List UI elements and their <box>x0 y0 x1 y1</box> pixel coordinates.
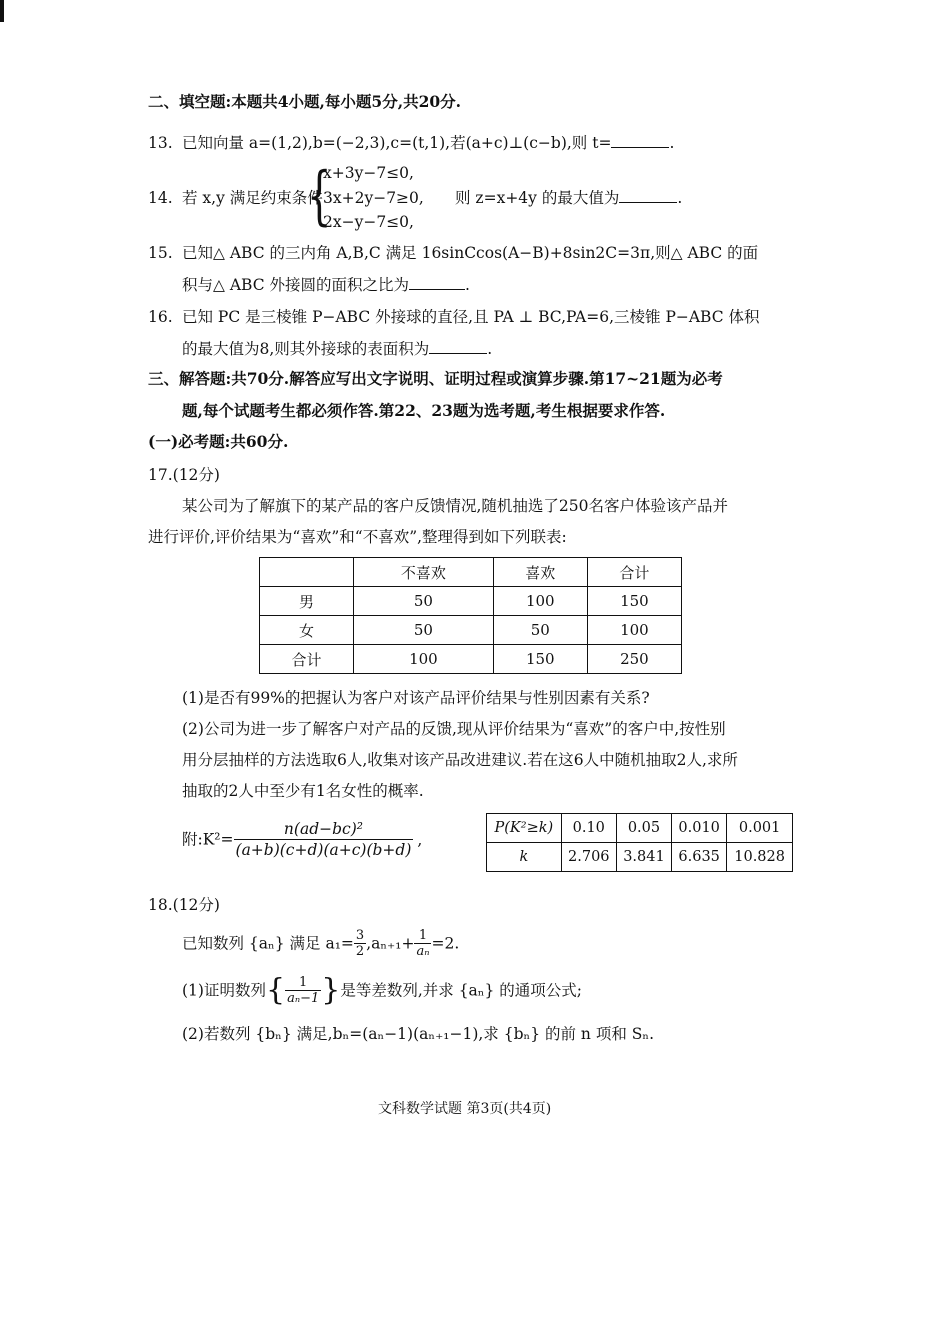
table-header-cell: 合计 <box>587 558 681 587</box>
table-cell: 0.05 <box>616 814 671 843</box>
page-footer: 文科数学试题 第3页(共4页) <box>378 1101 552 1117</box>
q14-answer-blank <box>619 202 677 203</box>
table-row <box>487 843 793 872</box>
q17-para2: 进行评价,评价结果为“喜欢”和“不喜欢”,整理得到如下列联表: <box>148 528 567 546</box>
table-row <box>487 814 793 843</box>
q13-number: 13. <box>148 134 173 152</box>
q18-part1-prefix: (1)证明数列 <box>182 981 266 1000</box>
part1-denominator: aₙ−1 <box>287 991 320 1006</box>
q14-number: 14. <box>148 189 173 207</box>
q16-line1: 已知 PC 是三棱锥 P−ABC 外接球的直径,且 PA ⊥ BC,PA=6,三棱锥 P−ABC 体积 <box>182 308 760 326</box>
appendix-prefix: 附:K²= <box>182 830 234 849</box>
q18-given-mid: ,aₙ₊₁+ <box>366 934 415 953</box>
recurrence-fraction <box>414 928 431 959</box>
table-cell: 3.841 <box>616 843 671 872</box>
table-cell: P(K²≥k) <box>487 814 562 843</box>
q14-constraint-3: 2x−y−7≤0, <box>323 213 414 231</box>
section3-line1: 三、解答题:共70分.解答应写出文字说明、证明过程或演算步骤.第17~21题为必考 <box>148 369 723 388</box>
table-cell: 10.828 <box>727 843 793 872</box>
table-cell: 0.010 <box>672 814 727 843</box>
table-cell: 250 <box>587 645 681 674</box>
q18-given <box>182 928 459 959</box>
q15-line2 <box>182 275 470 295</box>
a1-fraction <box>354 928 366 959</box>
table-cell: 女 <box>260 616 354 645</box>
a1-denominator: 2 <box>355 944 365 959</box>
table-header-cell: 喜欢 <box>493 558 587 587</box>
q16-line2-text: 的最大值为8,则其外接球的表面积为 <box>182 340 430 358</box>
q18-given-prefix: 已知数列 {aₙ} 满足 a₁= <box>182 934 354 953</box>
table-cell: 0.001 <box>727 814 793 843</box>
table-cell: 100 <box>493 587 587 616</box>
critical-value-table <box>486 813 793 872</box>
section3-line2: 题,每个试题考生都必须作答.第22、23题为选考题,考生根据要求作答. <box>182 401 666 420</box>
table-cell: 100 <box>354 645 494 674</box>
q16-answer-blank <box>429 353 487 354</box>
formula-end: , <box>417 830 423 849</box>
q17-part1: (1)是否有99%的把握认为客户对该产品评价结果与性别因素有关系? <box>182 689 650 707</box>
table-cell: 2.706 <box>561 843 616 872</box>
q17-para1: 某公司为了解旗下的某产品的客户反馈情况,随机抽选了250名客户体验该产品并 <box>182 497 729 515</box>
recurrence-numerator: 1 <box>418 928 428 943</box>
table-cell: 0.10 <box>561 814 616 843</box>
table-row <box>260 645 682 674</box>
part1-fraction <box>285 975 321 1006</box>
contingency-table <box>259 557 682 674</box>
q15-line2-text: 积与△ ABC 外接圆的面积之比为 <box>182 276 410 294</box>
table-row <box>260 587 682 616</box>
table-cell: 100 <box>587 616 681 645</box>
q15-answer-blank <box>409 289 465 290</box>
table-cell: 6.635 <box>672 843 727 872</box>
formula-denominator: (a+b)(c+d)(a+c)(b+d) <box>235 841 412 859</box>
table-cell: 合计 <box>260 645 354 674</box>
q14-constraint-2: 3x+2y−7≥0, <box>323 189 424 207</box>
q16-number: 16. <box>148 308 173 326</box>
q18-part2: (2)若数列 {bₙ} 满足,bₙ=(aₙ−1)(aₙ₊₁−1),求 {bₙ} 的前 n 项和 Sₙ. <box>182 1025 655 1043</box>
q13-answer-blank <box>611 147 669 148</box>
part1-numerator: 1 <box>299 975 308 990</box>
a1-numerator: 3 <box>355 928 365 943</box>
table-cell: k <box>487 843 562 872</box>
q16-line2 <box>182 339 492 359</box>
scan-edge-mark <box>0 0 4 22</box>
q14-constraint-1: x+3y−7≤0, <box>323 164 414 182</box>
table-header-cell: 不喜欢 <box>354 558 494 587</box>
table-cell: 50 <box>354 587 494 616</box>
q14-end: . <box>677 189 683 207</box>
q18-given-end: =2. <box>431 934 460 953</box>
formula-numerator: n(ad−bc)² <box>283 820 363 838</box>
q17-part2-line2: 用分层抽样的方法选取6人,收集对该产品改进建议.若在这6人中随机抽取2人,求所 <box>182 751 738 769</box>
table-header-cell <box>260 558 354 587</box>
q18-part1-suffix: 是等差数列,并求 {aₙ} 的通项公式; <box>340 981 583 1000</box>
q14-suffix-text: 则 z=x+4y 的最大值为 <box>455 189 620 207</box>
section2-title: 二、填空题:本题共4小题,每小题5分,共20分. <box>148 92 462 111</box>
q18-part1 <box>182 972 583 1008</box>
table-header-row <box>260 558 682 587</box>
q16-end: . <box>487 340 493 358</box>
table-row <box>260 616 682 645</box>
q17-part2-line1: (2)公司为进一步了解客户对产品的反馈,现从评价结果为“喜欢”的客户中,按性别 <box>182 720 726 738</box>
q15-number: 15. <box>148 244 173 262</box>
q15-line1: 已知△ ABC 的三内角 A,B,C 满足 16sinCcos(A−B)+8sin2C=3π,则△ ABC 的面 <box>182 244 759 262</box>
q13-text: 已知向量 a=(1,2),b=(−2,3),c=(t,1),若(a+c)⊥(c−b),则 t= <box>182 134 612 152</box>
q14-prefix: 若 x,y 满足约束条件 <box>182 189 323 207</box>
q18-header: 18.(12分) <box>148 896 220 914</box>
q14-suffix <box>455 188 682 208</box>
right-brace: } <box>321 972 341 1008</box>
q13 <box>182 133 674 153</box>
k-squared-formula <box>182 819 422 860</box>
table-cell: 50 <box>354 616 494 645</box>
table-cell: 男 <box>260 587 354 616</box>
section3-sub: (一)必考题:共60分. <box>148 432 289 451</box>
table-cell: 150 <box>587 587 681 616</box>
table-cell: 150 <box>493 645 587 674</box>
q13-end: . <box>669 134 675 152</box>
q17-part2-line3: 抽取的2人中至少有1名女性的概率. <box>182 782 424 800</box>
q15-end: . <box>465 276 470 294</box>
q17-header: 17.(12分) <box>148 466 220 484</box>
left-brace: { <box>265 972 286 1008</box>
recurrence-denominator: aₙ <box>416 944 430 959</box>
constraint-brace: { <box>307 159 332 233</box>
table-cell: 50 <box>493 616 587 645</box>
formula-fraction <box>234 819 414 860</box>
